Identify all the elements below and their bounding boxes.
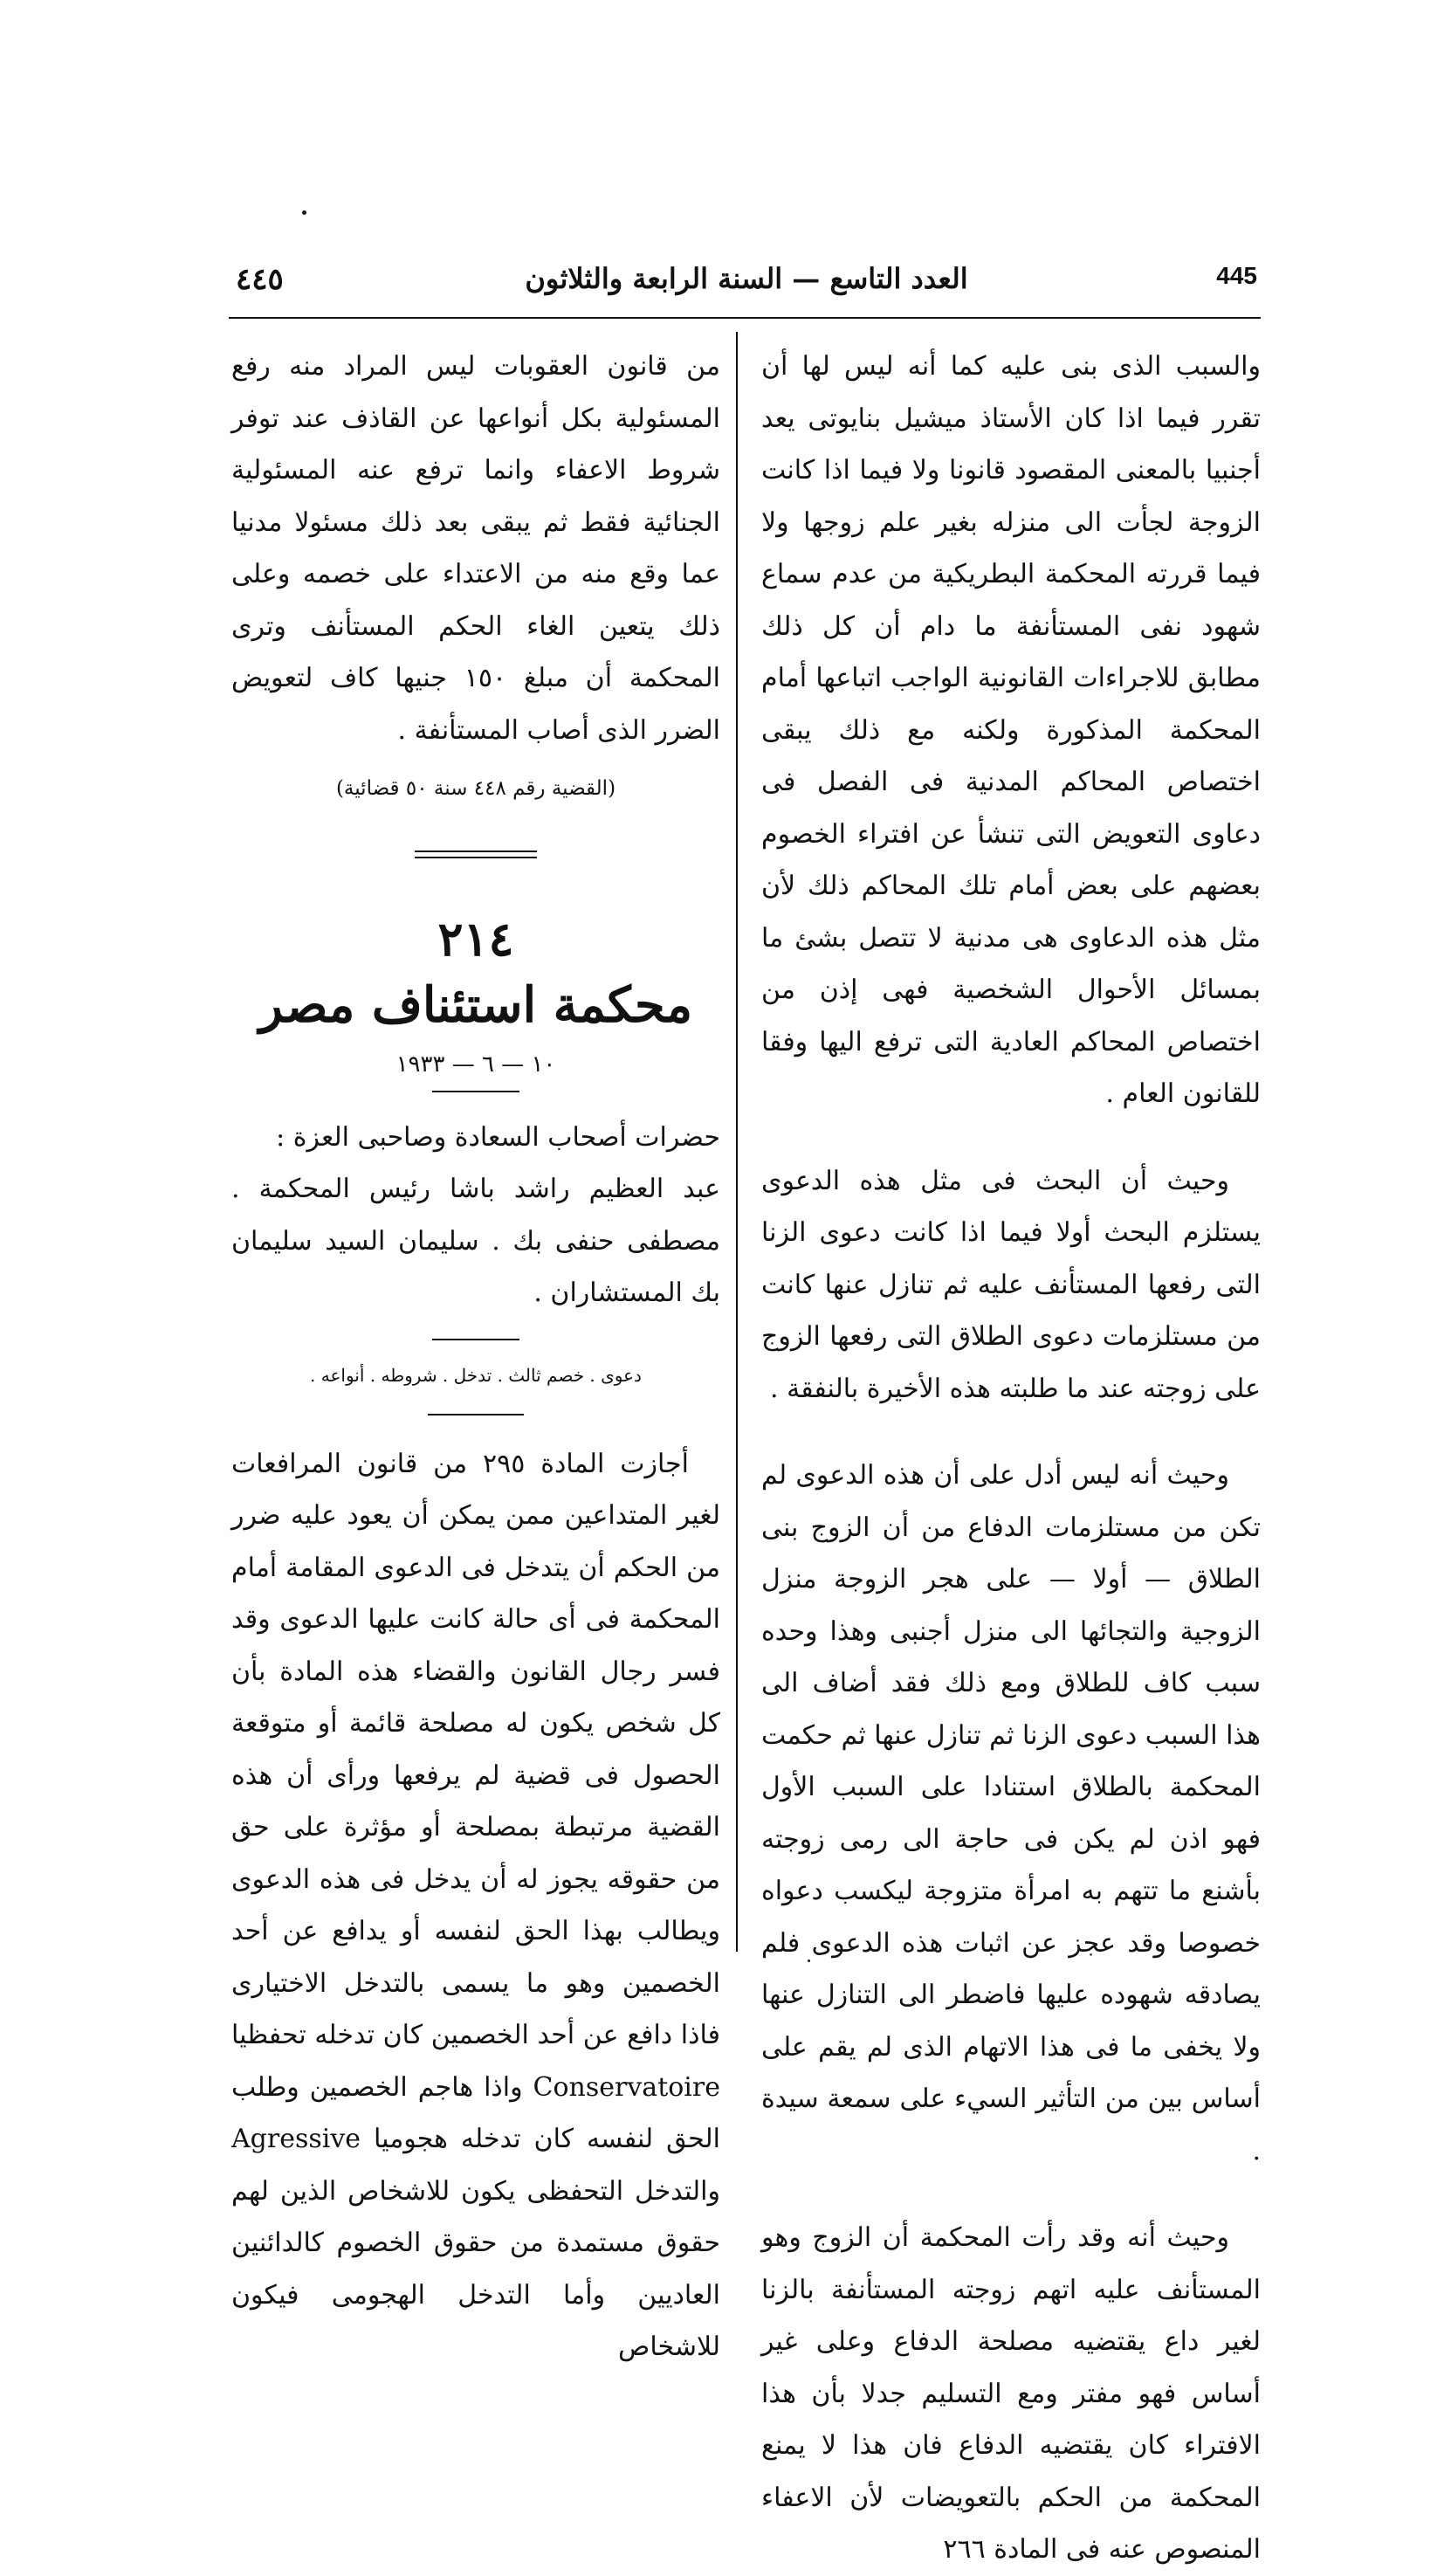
speck-mark — [302, 210, 306, 215]
left-column — [231, 341, 720, 2373]
bench-names: عبد العظيم راشد باشا رئيس المحكمة . مصطفى حنفى بك . سليمان السيد سليمان بك المستشاران . — [231, 1174, 720, 1308]
case-citation: (القضية رقم ٤٤٨ سنة ٥٠ قضائية) — [335, 777, 616, 800]
paragraph: أجازت المادة ٢٩٥ من قانون المرافعات لغير المتداعين ممن يمكن أن يعود عليه ضرر من الحكم أن يتدخل فى الدعوى المقامة أمام المحكمة فى أى حالة كانت عليها الدعوى وقد فسر رجال القانون والقضاء هذه المادة بأن كل شخص يكون له مصلحة قائمة أو متوقعة الحصول فى قضية لم يرفعها ورأى أن هذه القضية مرتبطة بمصلحة أو مؤثرة على حق من حقوقه يجوز له أن يدخل فى هذه الدعوى ويطالب بهذا الحق لنفسه أو يدافع عن أحد الخصمين وهو ما يسمى بالتدخل الاختيارى فاذا دافع عن أحد الخصمين كان تدخله تحفظيا Conservatoire واذا هاجم الخصمين وطلب الحق لنفسه كان تدخله هجوميا Agressive والتدخل التحفظى يكون للاشخاص الذين لهم حقوق مستمدة من حقوق الخصوم كالدائنين العاديين وأما التدخل الهجومى فيكون للاشخاص — [231, 1448, 720, 2362]
header-rule — [229, 317, 1261, 319]
paragraph: وحيث أنه ليس أدل على أن هذه الدعوى لم تكن من مستلزمات الدفاع من أن الزوج بنى الطلاق — أولا — على هجر الزوجة منزل الزوجية والتجائها الى منزل أجنبى وهذا وحده سبب كاف للطلاق ومع ذلك فقد أضاف الى هذا السبب دعوى الزنا ثم تنازل عنها ثم حكمت المحكمة بالطلاق استنادا على السبب الأول فهو اذن لم يكن فى حاجة الى رمى زوجته بأشنع ما تتهم به امرأة متزوجة ليكسب دعواه خصوصا وقد عجز عن اثبات هذه الدعوى فلم يصادقه شهوده عليها فاضطر الى التنازل عنها ولا يخفى ما فى هذا الاتهام الذى لم يقم على أساس بين من التأثير السيء على سمعة سيدة . — [761, 1460, 1261, 2166]
separator — [432, 1339, 519, 1340]
paragraph: وحيث أن البحث فى مثل هذه الدعوى يستلزم البحث أولا فيما اذا كانت دعوى الزنا التى رفعها المستأنف عليه ثم تنازل عنها كانت من مستلزمات دعوى الطلاق التى رفعها الزوج على زوجته عند ما طلبته هذه الأخيرة بالنفقة . — [761, 1165, 1261, 1404]
separator — [428, 1414, 524, 1415]
case-date: ١٠ — ٦ — ١٩٣٣ — [395, 1050, 556, 1078]
paragraph: والسبب الذى بنى عليه كما أنه ليس لها أن تقرر فيما اذا كان الأستاذ ميشيل بنايوتى يعد أجنبيا بالمعنى المقصود قانونا ولا فيما اذا كانت الزوجة لجأت الى منزله بغير علم زوجها ولا فيما قررته المحكمة البطريكية من عدم سماع شهود نفى المستأنفة ما دام أن كل ذلك مطابق للاجراءات القانونية الواجب اتباعها أمام المحكمة المذكورة ولكنه مع ذلك يبقى اختصاص المحاكم المدنية فى الفصل فى دعاوى التعويض التى تنشأ عن افتراء الخصوم بعضهم على بعض أمام تلك المحاكم ذلك لأن مثل هذه الدعاوى هى مدنية لا تتصل بشئ ما بمسائل الأحوال الشخصية فهى إذن من اختصاص المحاكم العادية التى ترفع اليها وفقا للقانون العام . — [761, 351, 1261, 1109]
separator — [432, 1091, 519, 1092]
speck-mark — [808, 1960, 810, 1962]
page-header — [236, 262, 1257, 314]
bench-intro: حضرات أصحاب السعادة وصاحبى العزة : — [276, 1121, 720, 1153]
journal-issue-title: العدد التاسع — السنة الرابعة والثلاثون — [525, 262, 968, 295]
court-name-heading: محكمة استئناف مصر — [258, 975, 693, 1034]
paragraph: وحيث أنه وقد رأت المحكمة أن الزوج وهو المستأنف عليه اتهم زوجته المستأنفة بالزنا لغير داع يقتضيه مصلحة الدفاع وعلى غير أساس فهو مفتر ومع التسليم جدلا بأن هذا الافتراء كان يقتضيه الدفاع فان هذا لا يمنع المحكمة من الحكم بالتعويضات لأن الاعفاء المنصوص عنه فى المادة ٢٦٦ — [761, 2222, 1261, 2565]
double-separator — [415, 851, 537, 858]
page-number-latin: 445 — [1216, 262, 1257, 289]
case-number: ٢١٤ — [437, 910, 514, 967]
case-keywords: دعوى . خصم ثالث . تدخل . شروطه . أنواعه . — [310, 1364, 642, 1386]
column-divider — [736, 332, 738, 1952]
paragraph: من قانون العقوبات ليس المراد منه رفع المسئولية بكل أنواعها عن القاذف عند توفر شروط الاعفاء وانما ترفع عنه المسئولية الجنائية فقط ثم يبقى بعد ذلك مسئولا مدنيا عما وقع منه من الاعتداء على خصمه وعلى ذلك يتعين الغاء الحكم المستأنف وترى المحكمة أن مبلغ ١٥٠ جنيها كاف لتعويض الضرر الذى أصاب المستأنفة . — [231, 351, 720, 746]
page-number-arabic: ٤٤٥ — [236, 262, 284, 297]
right-column — [761, 341, 1261, 2576]
